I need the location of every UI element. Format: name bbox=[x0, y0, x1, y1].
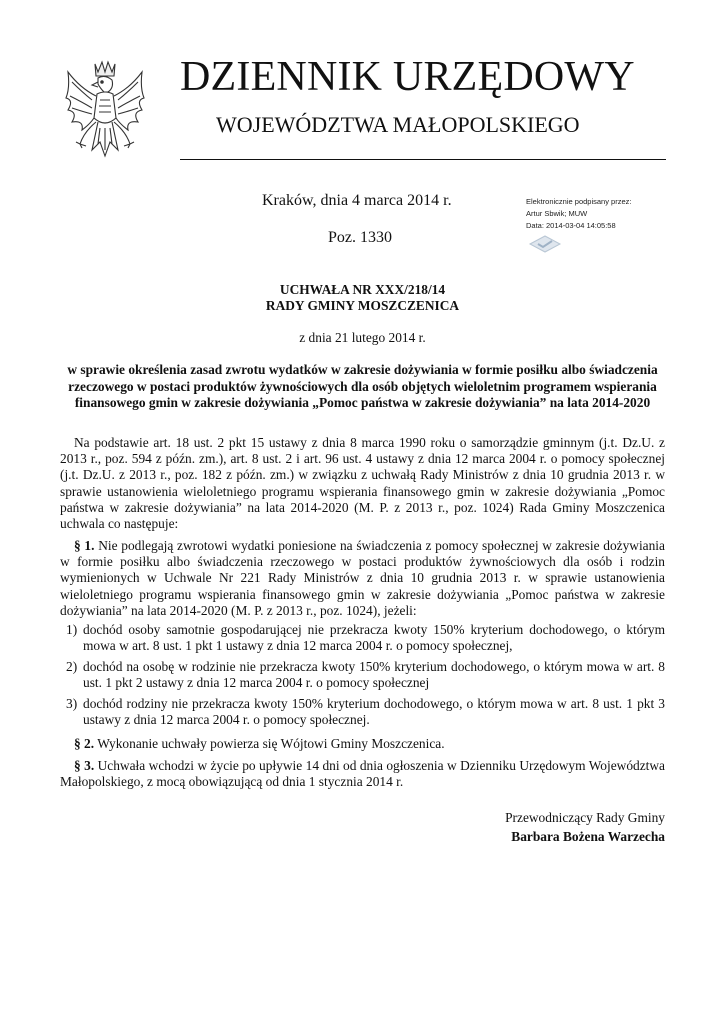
journal-title: DZIENNIK URZĘDOWY bbox=[180, 54, 635, 100]
resolution-number: UCHWAŁA NR XXX/218/14 bbox=[279, 282, 446, 297]
section-1-label: § 1. bbox=[74, 538, 95, 553]
list-item-text: dochód osoby samotnie gospodarującej nie przekracza kwoty 150% kryterium dochodowego, o którym mowa w art. 8 ust. 1 pkt 1 ustawy z dnia 12 marca 2004 r. o pomocy społecznej, bbox=[83, 622, 665, 654]
section-2-label: § 2. bbox=[74, 736, 95, 751]
signature-line-3: Data: 2014-03-04 14:05:58 bbox=[526, 221, 616, 230]
signature-line-2: Artur Sbwik; MUW bbox=[526, 209, 588, 218]
signature-check-icon bbox=[528, 234, 562, 254]
journal-subtitle: WOJEWÓDZTWA MAŁOPOLSKIEGO bbox=[216, 112, 580, 137]
section-3 bbox=[60, 758, 665, 790]
electronic-signature bbox=[526, 196, 686, 232]
place-date: Kraków, dnia 4 marca 2014 r. bbox=[262, 192, 452, 209]
list-item bbox=[66, 696, 665, 728]
section-1 bbox=[60, 538, 665, 619]
section-2 bbox=[60, 736, 665, 752]
list-item-number: 2) bbox=[66, 659, 78, 674]
section-3-text: Uchwała wchodzi w życie po upływie 14 dni od dnia ogłoszenia w Dzienniku Urzędowym Województwa Małopolskiego, z mocą obowiązującą od dnia 1 stycznia 2014 r. bbox=[60, 758, 665, 790]
section-3-label: § 3. bbox=[74, 758, 95, 773]
eagle-emblem-icon bbox=[62, 58, 148, 170]
signoff-role: Przewodniczący Rady Gminy bbox=[505, 810, 665, 825]
list-item bbox=[66, 622, 665, 654]
resolution-subject: w sprawie określenia zasad zwrotu wydatków w zakresie dożywiania w formie posiłku albo świadczenia rzeczowego w postaci produktów żywnościowych dla osób objętych wieloletnim programem wspierania finansowego gmin w zakresie dożywiania „Pomoc państwa w zakresie dożywiania” na lata 2014-2020 bbox=[67, 362, 658, 410]
list-item-text: dochód na osobę w rodzinie nie przekracza kwoty 150% kryterium dochodowego, o którym mowa w art. 8 ust. 1 pkt 2 ustawy z dnia 12 marca 2004 r. o pomocy społecznej bbox=[83, 659, 665, 691]
signature-line-1: Elektronicznie podpisany przez: bbox=[526, 197, 632, 206]
section-1-text: Nie podlegają zwrotowi wydatki poniesione na świadczenia z pomocy społecznej w zakresie dożywiania w formie posiłku albo świadczenia rzeczowego w postaci produktów żywnościowych dla osób i rodzin wymienionych w Uchwale Nr 221 Rady Ministrów z dnia 10 grudnia 2013 r. w sprawie ustanowienia wieloletniego programu wspierania finansowego gmin w zakresie dożywiania „Pomoc państwa w zakresie dożywiania” na lata 2014-2020 (M. P. z 2013 r., poz. 1024), jeżeli: bbox=[60, 538, 665, 618]
list-item-number: 3) bbox=[66, 696, 78, 711]
signoff-name: Barbara Bożena Warzecha bbox=[511, 829, 665, 844]
list-item-text: dochód rodziny nie przekracza kwoty 150% kryterium dochodowego, o którym mowa w art. 8 ust. 1 pkt 3 ustawy z dnia 12 marca 2004 r. o pomocy społecznej. bbox=[83, 696, 665, 728]
header-divider bbox=[180, 159, 666, 160]
resolution-body: RADY GMINY MOSZCZENICA bbox=[265, 298, 460, 313]
position-number: Poz. 1330 bbox=[328, 229, 392, 246]
preamble-text: Na podstawie art. 18 ust. 2 pkt 15 ustawy z dnia 8 marca 1990 roku o samorządzie gminnym (j.t. Dz.U. z 2013 r., poz. 594 z późn. zm.), art. 8 ust. 2 i art. 96 ust. 4 ustawy z dnia 12 marca 2004 r. o pomocy społecznej (j.t. Dz.U. z 2013 r., poz. 182 z późn. zm.) w związku z uchwałą Rady Ministrów z dnia 10 grudnia 2013 r. w sprawie ustanowienia wieloletniego programu wspierania finansowego gmin w zakresie dożywiania „Pomoc państwa w zakresie dożywiania” na lata 2014-2020 (M. P. z 2013 r., poz. 1024) Rada Gminy Moszczenica uchwala co następuje: bbox=[60, 435, 665, 532]
section-2-text: Wykonanie uchwały powierza się Wójtowi Gminy Moszczenica. bbox=[97, 736, 445, 751]
resolution-date: z dnia 21 lutego 2014 r. bbox=[299, 330, 426, 345]
list-item bbox=[66, 659, 665, 691]
list-item-number: 1) bbox=[66, 622, 78, 637]
preamble bbox=[60, 435, 665, 532]
